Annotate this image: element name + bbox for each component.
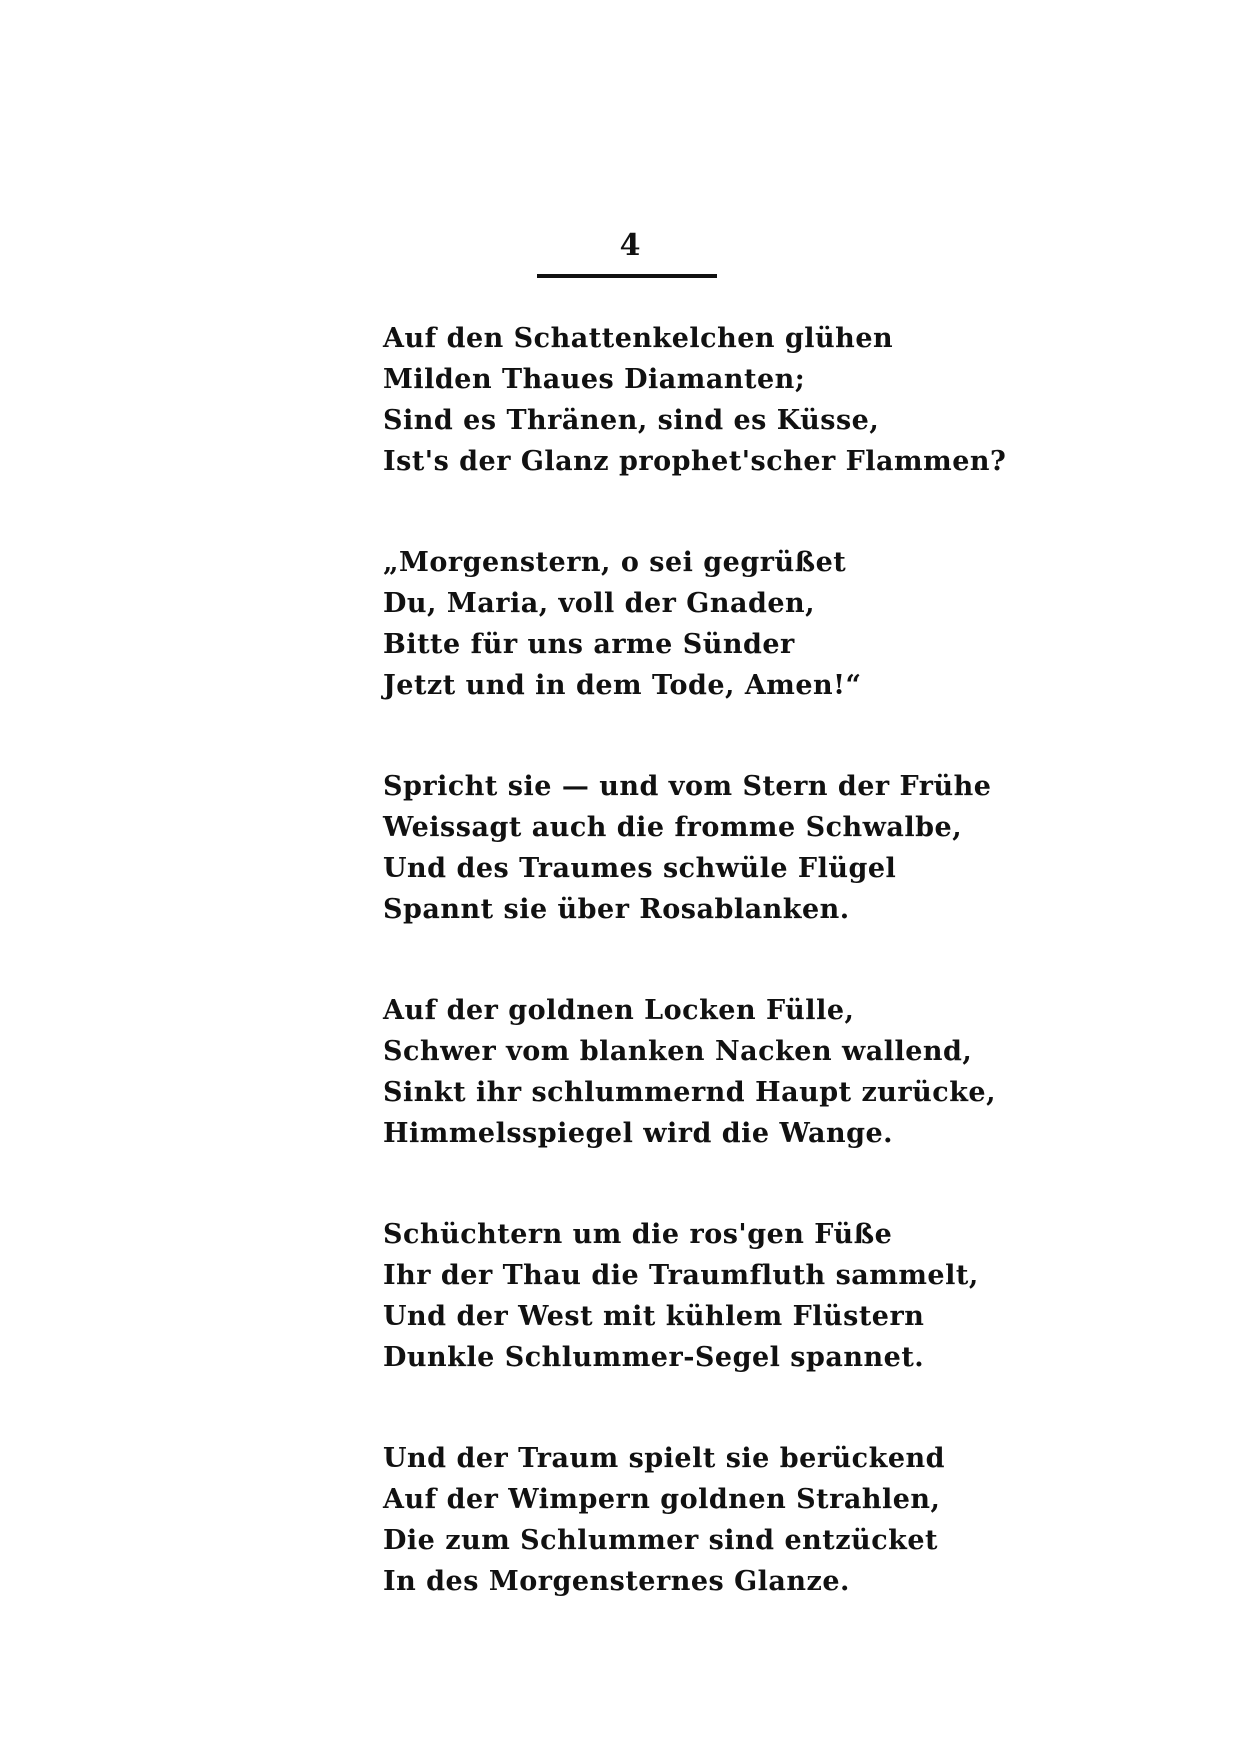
poem-line: Dunkle Schlummer-Segel spannet.	[383, 1342, 925, 1373]
page-number: 4	[619, 228, 641, 263]
poem-line: Auf der Wimpern goldnen Strahlen,	[383, 1484, 941, 1515]
poem-line: „Morgenstern, o sei gegrüßet	[383, 547, 847, 578]
stanza-6	[383, 1438, 1143, 1602]
stanza-1	[383, 318, 1143, 482]
poem-line: Und der Traum spielt sie berückend	[383, 1443, 946, 1474]
poem-line: Und des Traumes schwüle Flügel	[383, 853, 897, 884]
poem-line: Jetzt und in dem Tode, Amen!“	[383, 670, 862, 701]
poem-line: Schwer vom blanken Nacken wallend,	[383, 1036, 973, 1067]
poem-line: Ist's der Glanz prophet'scher Flammen?	[383, 446, 1007, 477]
poem-line: Ihr der Thau die Traumfluth sammelt,	[383, 1260, 979, 1291]
stanza-2	[383, 542, 1143, 706]
header-rule	[537, 274, 717, 278]
poem	[383, 318, 1143, 1662]
poem-line: Auf der goldnen Locken Fülle,	[383, 995, 855, 1026]
poem-line: Spannt sie über Rosablanken.	[383, 894, 850, 925]
poem-line: Auf den Schattenkelchen glühen	[383, 323, 894, 354]
poem-line: Sind es Thränen, sind es Küsse,	[383, 405, 880, 436]
poem-line: Die zum Schlummer sind entzücket	[383, 1525, 938, 1556]
poem-line: Und der West mit kühlem Flüstern	[383, 1301, 925, 1332]
poem-line: Milden Thaues Diamanten;	[383, 364, 806, 395]
poem-line: Schüchtern um die ros'gen Füße	[383, 1219, 893, 1250]
poem-line: Bitte für uns arme Sünder	[383, 629, 795, 660]
poem-line: Sinkt ihr schlummernd Haupt zurücke,	[383, 1077, 997, 1108]
poem-line: Weissagt auch die fromme Schwalbe,	[383, 812, 963, 843]
stanza-4	[383, 990, 1143, 1154]
stanza-5	[383, 1214, 1143, 1378]
poem-line: Du, Maria, voll der Gnaden,	[383, 588, 816, 619]
poem-line: Himmelsspiegel wird die Wange.	[383, 1118, 894, 1149]
poem-line: Spricht sie — und vom Stern der Frühe	[383, 771, 992, 802]
poem-line: In des Morgensternes Glanze.	[383, 1566, 850, 1597]
stanza-3	[383, 766, 1143, 930]
